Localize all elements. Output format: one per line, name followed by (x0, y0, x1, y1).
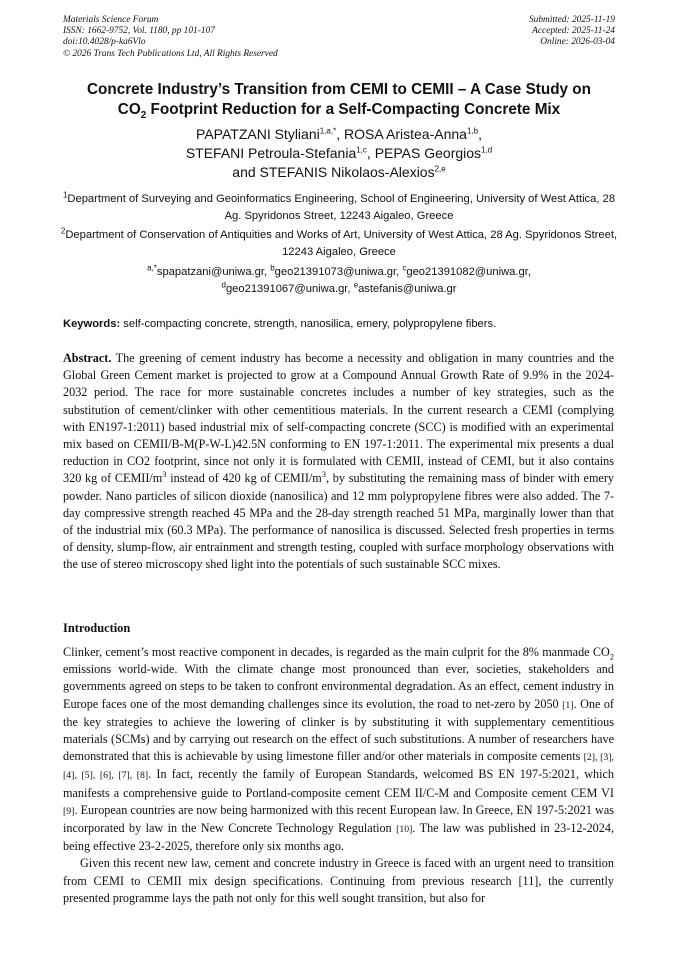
author-name: PEPAS Georgios (374, 145, 482, 161)
abstract-label: Abstract. (63, 351, 112, 365)
copyright-line: © 2026 Trans Tech Publications Ltd, All Rights Reserved (63, 48, 278, 59)
keywords-text: self-compacting concrete, strength, nanosilica, emery, polypropylene fibers. (120, 318, 497, 330)
title-co: CO (117, 101, 141, 118)
citation-link[interactable]: [9] (63, 805, 75, 817)
title-co-subscript: 2 (140, 110, 147, 122)
author-list (40, 125, 638, 182)
keywords-label: Keywords: (63, 318, 121, 330)
email-link[interactable]: geo21391082@uniwa.gr, (406, 266, 531, 278)
journal-header-left (63, 15, 278, 60)
citation-link[interactable]: [2], [3], [4], [5], [6], [7], [8] (63, 752, 614, 782)
abstract-superscript: 3 (321, 469, 326, 480)
title-line-2-rest: Footprint Reduction for a Self-Compacting Concrete Mix (146, 101, 561, 118)
paragraph-text: . European countries are now being harmonized with this recent European law. In Greece, EN 197-5:2021 was incorporated by law in the New Concrete Technology Regulation (63, 802, 614, 836)
paragraph-text: . One of the key strategies to achieve the lowering of clinker is by substituting it with supplementary cementitious materials (SCMs) and by carrying out research on the effect of such substitutions. A number of researchers have demonstrated that this is achievable by using limestone filler and/or other materials in composite cements (63, 696, 614, 764)
citation-link[interactable]: [10] (396, 824, 413, 836)
affiliation-text: Department of Surveying and Geoinformatics Engineering, School of Engineering, University of West Attica, 28 Ag. Spyridonos Street, 12243 Aigaleo, Greece (67, 193, 616, 222)
abstract-text: instead of 420 kg of CEMII/m (166, 471, 322, 486)
email-separator: , (347, 282, 354, 295)
author-separator: , (366, 145, 375, 161)
section-heading-introduction: Introduction (63, 621, 131, 635)
journal-name: Materials Science Forum (63, 15, 159, 25)
paragraph-text: . In fact, recently the family of European Standards, welcomed BS EN 197-5:2021, which manifests a comprehensive guide to Portland-composite cement CEM II/C-M and Composite cement CEM VI (63, 767, 614, 800)
author-separator: , (336, 126, 344, 142)
affiliation-2 (60, 227, 618, 260)
email-line-2 (60, 281, 618, 298)
email-mark: b (270, 263, 275, 273)
author-emails (60, 264, 618, 297)
author-line-2 (40, 144, 638, 163)
author-name: ROSA Aristea-Anna (343, 126, 467, 142)
abstract-superscript: 3 (162, 469, 167, 480)
submitted-date: Submitted: 2025-11-19 (528, 15, 615, 25)
affiliation-1 (60, 191, 618, 224)
affiliation-text: Department of Conservation of Antiquities and Works of Art, University of West Attica, 28 Ag. Spyridonos Street, 12243 Aigaleo, Greece (65, 229, 618, 258)
email-link[interactable]: astefanis@uniwa.gr (358, 282, 457, 295)
title-line-2 (40, 100, 638, 120)
paragraph-text: . The law was published in 23-12-2024, being effective 23-2-2025, therefore only six months ago. (63, 821, 614, 854)
abstract-text: The greening of cement industry has become a necessity and obligation in many countries and the Global Green Cement market is projected to grow at a Compound Annual Growth Rate of 9.9% in the 2024-2032 period. The race for more sustainable concretes includes a number of key strategies, such as the substitution of cement/clinker with other cementitious materials. In the current research a CEMI (complying with EN197-1:2011) based industrial mix of self-compacting concrete (SCC) is modified with an experimental mix based on CEMII/B-M(P-W-L)42.5N conforming to EN 197-1:2011. The experimental mix presents a dual reduction in CO2 footprint, since not only it is formulated with CEMII, instead of CEMI, but it also contains 320 kg of CEMII/m (63, 351, 614, 486)
email-mark: a,* (147, 263, 157, 273)
email-link[interactable]: geo21391073@uniwa.gr (274, 266, 397, 278)
paragraph: Given this recent new law, cement and concrete industry in Greece is faced with an urgent need to transition from CEMI to CEMII mix design specifications. Continuing from previous research [11], the currently presented programme lays the path not only for this well sought transition, but also for (63, 856, 614, 905)
author-name: STEFANI Petroula-Stefania (185, 145, 357, 161)
abstract-text: , by substituting the remaining mass of binder with emery powder. Nano particles of silicon dioxide (nanosilica) and 12 mm polypropylene fibres were also added. The 7-day compressive strength reached 45 MPa and the 28-day strength reached 51 MPa, marginally lower than that of the industrial mix (60.3 MPa). The performance of nanosilica is discussed. Selected fresh properties in terms of density, slump-flow, air entrainment and strength testing, coupled with surface morphology observations with the use of stereo microscopy shed light into the potentials of such sustainable SCC mixes. (63, 471, 614, 572)
journal-header-right (529, 15, 615, 49)
issn-line: ISSN: 1662-9752, Vol. 1180, pp 101-107 (63, 26, 215, 37)
affiliation-number: 1 (62, 190, 68, 200)
email-line-1 (60, 264, 618, 281)
citation-link[interactable]: [1] (562, 699, 574, 711)
keywords (63, 316, 623, 332)
introduction-body (63, 644, 614, 907)
paragraph-text: emissions world-wide. With the climate change most pronounced than ever, societies, stakeholders and governments agreed on steps to be taken to confront environmental degradation. As an effect, cement industry in Europe faces one of the most demanding challenges since its evolution, the road to net-zero by 2050 (63, 662, 614, 711)
email-separator: , (396, 266, 403, 278)
doi-line: doi:10.4028/p-ka6Vlo (63, 37, 146, 48)
email-link[interactable]: geo21391067@uniwa.gr (225, 282, 348, 295)
author-affiliation-mark: 2,e (434, 164, 446, 174)
author-line-3 (40, 163, 638, 182)
email-mark: e (353, 279, 359, 289)
author-line-1 (40, 125, 638, 144)
email-link[interactable]: spapatzani@uniwa.gr (156, 266, 264, 278)
email-mark: d (221, 279, 226, 289)
author-affiliation-mark: 1,c (356, 145, 367, 155)
title-line-1: Concrete Industry’s Transition from CEMI to CEMII – A Case Study on (86, 81, 591, 98)
online-date: Online: 2026-03-04 (540, 37, 615, 48)
abstract (63, 350, 614, 574)
co2-subscript: 2 (609, 651, 614, 662)
author-affiliation-mark: 1,b (466, 126, 479, 136)
author-separator: , (478, 126, 482, 142)
author-name: and STEFANIS Nikolaos-Alexios (232, 164, 435, 180)
email-mark: c (402, 263, 407, 273)
affiliation-number: 2 (60, 226, 66, 236)
author-affiliation-mark: 1,d (481, 145, 493, 155)
accepted-date: Accepted: 2025-11-24 (532, 26, 615, 37)
paper-title (40, 80, 638, 120)
author-affiliation-mark: 1,a,* (319, 126, 337, 136)
author-name: PAPATZANI Styliani (196, 126, 320, 142)
email-separator: , (264, 266, 271, 278)
paragraph-text: Clinker, cement’s most reactive component in decades, is regarded as the main culprit for the 8% manmade CO (63, 645, 610, 659)
paragraph (63, 644, 614, 855)
